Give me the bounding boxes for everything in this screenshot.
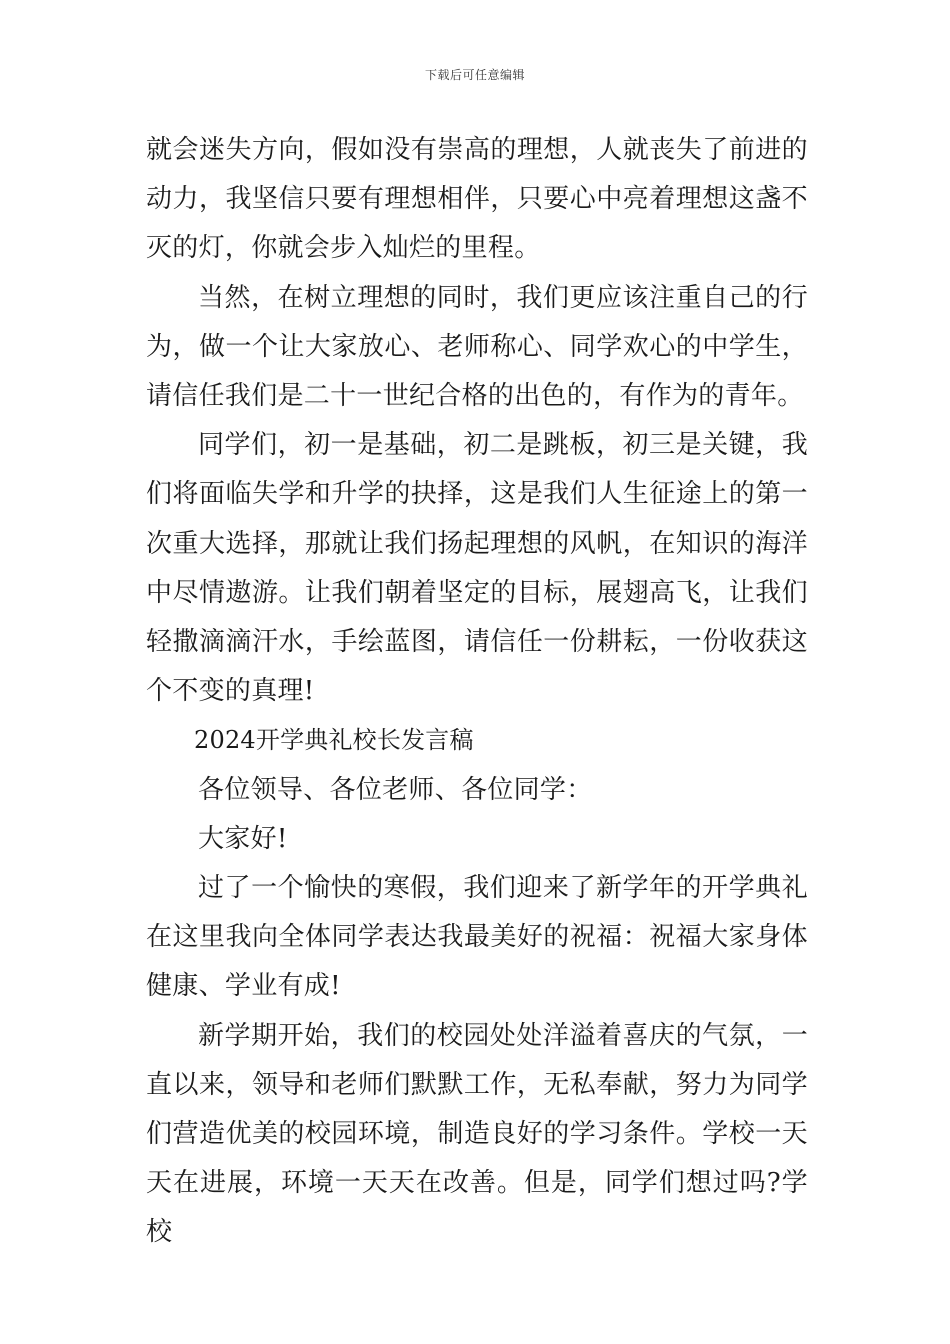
paragraph-4: 过了一个愉快的寒假，我们迎来了新学年的开学典礼在这里我向全体同学表达我最美好的祝福：祝福大家身体健康、学业有成! [146, 873, 808, 1002]
speech-title: 2024开学典礼校长发言稿 [194, 726, 474, 755]
greeting: 大家好! [198, 823, 288, 854]
salutation: 各位领导、各位老师、各位同学： [198, 774, 593, 805]
document-body [146, 126, 808, 1258]
paragraph-2: 当然，在树立理想的同时，我们更应该注重自己的行为，做一个让大家放心、老师称心、同学欢心的中学生，请信任我们是二十一世纪合格的出色的，有作为的青年。 [146, 282, 808, 412]
paragraph-5: 新学期开始，我们的校园处处洋溢着喜庆的气氛，一直以来，领导和老师们默默工作，无私奉献，努力为同学们营造优美的校园环境，制造良好的学习条件。学校一天天在进展，环境一天天在改善。但是，同学们想过吗?学校 [146, 1020, 808, 1248]
page-header-note: 下载后可任意编辑 [424, 68, 525, 82]
paragraph-1: 就会迷失方向，假如没有崇高的理想，人就丧失了前进的动力，我坚信只要有理想相伴，只要心中亮着理想这盏不灭的灯，你就会步入灿烂的里程。 [146, 135, 808, 264]
paragraph-3: 同学们，初一是基础，初二是跳板，初三是关键，我们将面临失学和升学的抉择，这是我们人生征途上的第一次重大选择，那就让我们扬起理想的风帆，在知识的海洋中尽情遨游。让我们朝着坚定的目标，展翅高飞，让我们轻撒滴滴汗水，手绘蓝图，请信任一份耕耘，一份收获这个不变的真理! [146, 430, 808, 707]
